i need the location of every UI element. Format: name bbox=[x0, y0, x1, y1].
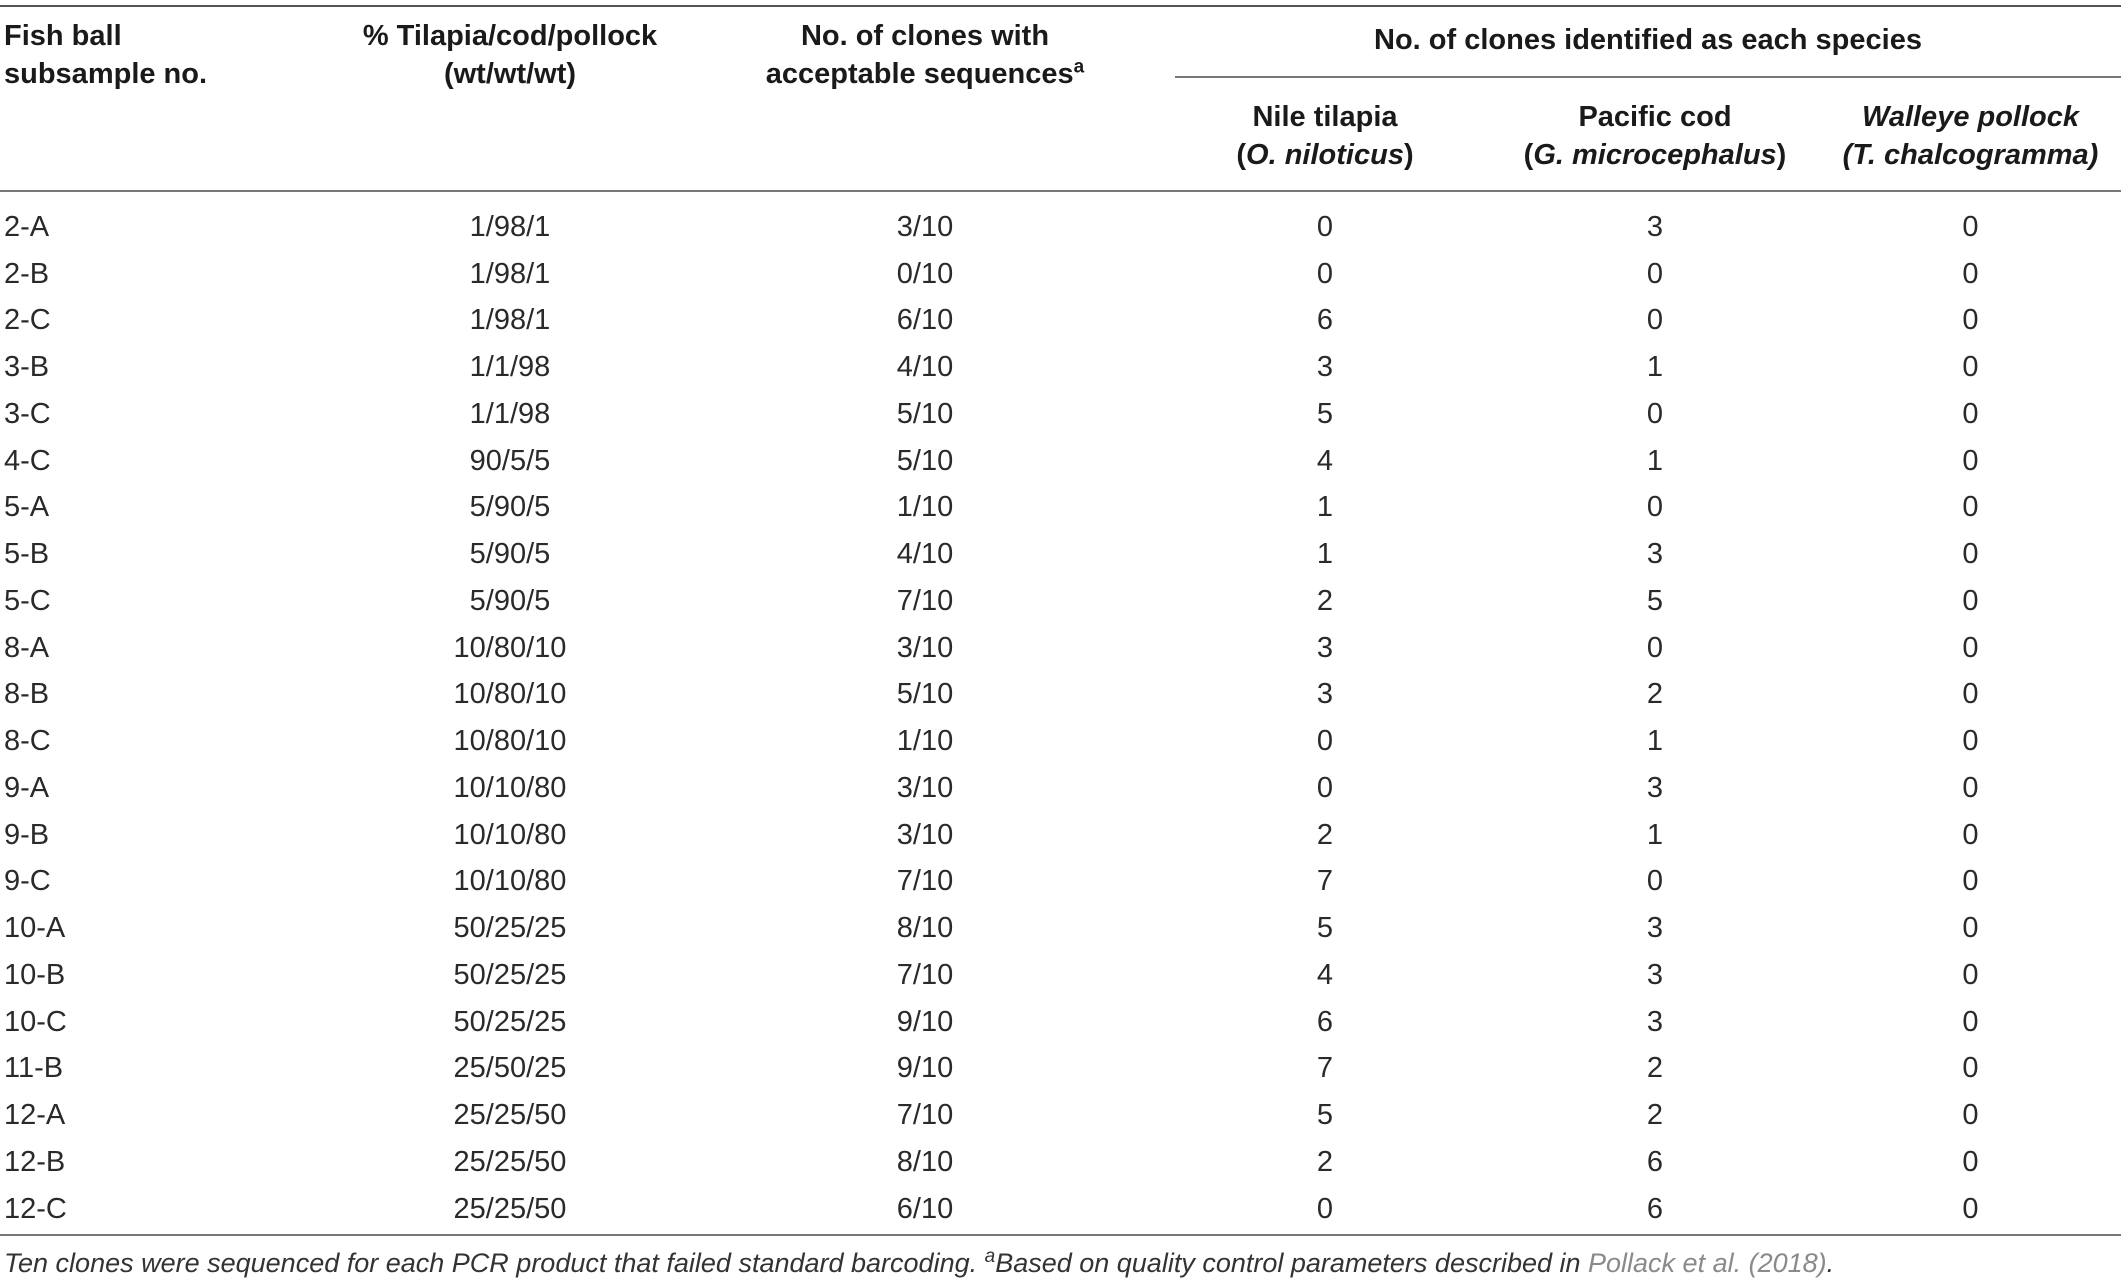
pollock-count-cell: 0 bbox=[1962, 1192, 1979, 1225]
subsample-cell: 8-C bbox=[4, 725, 51, 758]
header-pacific-cod-sci-line bbox=[1490, 136, 1820, 174]
tilapia-count-cell: 3 bbox=[1316, 351, 1334, 384]
clones-cell: 0/10 bbox=[896, 257, 954, 290]
header-clones-line1: No. of clones with bbox=[800, 20, 1050, 52]
header-clones-line2 bbox=[690, 55, 1160, 93]
cod-count-cell: 0 bbox=[1646, 257, 1664, 290]
cod-count-cell: 2 bbox=[1646, 678, 1664, 711]
header-pacific-cod-name: Pacific cod bbox=[1578, 101, 1732, 133]
table-row bbox=[0, 625, 2121, 672]
header-nile-tilapia-open: ( bbox=[1236, 139, 1247, 171]
tilapia-count-cell: 2 bbox=[1316, 584, 1334, 617]
group-underline bbox=[1175, 76, 2121, 78]
table-row bbox=[0, 1139, 2121, 1186]
table-row bbox=[0, 531, 2121, 578]
cod-count-cell: 5 bbox=[1646, 584, 1664, 617]
tilapia-count-cell: 7 bbox=[1316, 1052, 1334, 1085]
cod-count-cell: 3 bbox=[1646, 1005, 1664, 1038]
percent-cell: 1/98/1 bbox=[469, 304, 551, 337]
pollock-count-cell: 0 bbox=[1962, 397, 1979, 430]
pollock-count-cell: 0 bbox=[1962, 958, 1979, 991]
percent-cell: 25/25/50 bbox=[453, 1192, 567, 1225]
tilapia-count-cell: 3 bbox=[1316, 631, 1334, 664]
pollock-count-cell: 0 bbox=[1962, 351, 1979, 384]
tilapia-count-cell: 1 bbox=[1316, 538, 1334, 571]
percent-cell: 5/90/5 bbox=[469, 491, 551, 524]
table-row bbox=[0, 298, 2121, 345]
footnote-text2: Based on quality control parameters described in bbox=[995, 1248, 1589, 1278]
header-clones bbox=[690, 17, 1160, 93]
cod-count-cell: 0 bbox=[1646, 397, 1664, 430]
percent-cell: 1/98/1 bbox=[469, 210, 551, 243]
pollock-count-cell: 0 bbox=[1962, 210, 1979, 243]
subsample-cell: 5-B bbox=[4, 538, 50, 571]
tilapia-count-cell: 1 bbox=[1316, 491, 1334, 524]
percent-cell: 10/80/10 bbox=[453, 725, 567, 758]
percent-cell: 50/25/25 bbox=[453, 958, 567, 991]
cod-count-cell: 3 bbox=[1646, 538, 1664, 571]
percent-cell: 10/10/80 bbox=[453, 771, 567, 804]
subsample-cell: 5-A bbox=[4, 491, 50, 524]
pollock-count-cell: 0 bbox=[1962, 444, 1979, 477]
pollock-count-cell: 0 bbox=[1962, 865, 1979, 898]
percent-cell: 25/50/25 bbox=[453, 1052, 567, 1085]
percent-cell: 25/25/50 bbox=[453, 1145, 567, 1178]
table-footnote bbox=[4, 1248, 1834, 1279]
clones-cell: 3/10 bbox=[896, 631, 954, 664]
subsample-cell: 2-A bbox=[4, 210, 50, 243]
header-nile-tilapia-sci: O. niloticus bbox=[1246, 139, 1404, 171]
percent-cell: 10/80/10 bbox=[453, 631, 567, 664]
cod-count-cell: 0 bbox=[1646, 304, 1664, 337]
tilapia-count-cell: 7 bbox=[1316, 865, 1334, 898]
cod-count-cell: 2 bbox=[1646, 1052, 1664, 1085]
tilapia-count-cell: 0 bbox=[1316, 725, 1334, 758]
table-row bbox=[0, 672, 2121, 719]
header-fish-ball bbox=[4, 17, 207, 93]
clones-cell: 1/10 bbox=[896, 491, 954, 524]
tilapia-count-cell: 0 bbox=[1316, 771, 1334, 804]
tilapia-count-cell: 6 bbox=[1316, 1005, 1334, 1038]
header-percent-line2: (wt/wt/wt) bbox=[443, 58, 577, 90]
cod-count-cell: 6 bbox=[1646, 1192, 1664, 1225]
pollock-count-cell: 0 bbox=[1962, 631, 1979, 664]
footnote-citation-link[interactable]: Pollack et al. (2018) bbox=[1588, 1248, 1827, 1278]
clones-cell: 7/10 bbox=[896, 958, 954, 991]
tilapia-count-cell: 5 bbox=[1316, 912, 1334, 945]
clones-cell: 8/10 bbox=[896, 1145, 954, 1178]
header-percent-line1: % Tilapia/cod/pollock bbox=[362, 20, 658, 52]
tilapia-count-cell: 2 bbox=[1316, 818, 1334, 851]
header-pacific-cod-close: ) bbox=[1776, 139, 1787, 171]
table-row bbox=[0, 391, 2121, 438]
clones-cell: 7/10 bbox=[896, 865, 954, 898]
table-row bbox=[0, 952, 2121, 999]
header-walleye-pollock bbox=[1820, 98, 2121, 174]
percent-cell: 5/90/5 bbox=[469, 584, 551, 617]
pollock-count-cell: 0 bbox=[1962, 538, 1979, 571]
subsample-cell: 5-C bbox=[4, 584, 51, 617]
clones-cell: 7/10 bbox=[896, 1099, 954, 1132]
cod-count-cell: 3 bbox=[1646, 771, 1664, 804]
cod-count-cell: 1 bbox=[1646, 818, 1664, 851]
subsample-cell: 12-C bbox=[4, 1192, 67, 1225]
percent-cell: 90/5/5 bbox=[469, 444, 551, 477]
header-walleye-pollock-name-line bbox=[1820, 98, 2121, 136]
subsample-cell: 9-A bbox=[4, 771, 50, 804]
tilapia-count-cell: 5 bbox=[1316, 1099, 1334, 1132]
table-row bbox=[0, 905, 2121, 952]
tilapia-count-cell: 4 bbox=[1316, 444, 1334, 477]
percent-cell: 10/10/80 bbox=[453, 865, 567, 898]
table-row bbox=[0, 578, 2121, 625]
table-row bbox=[0, 344, 2121, 391]
table-row bbox=[0, 765, 2121, 812]
table-row bbox=[0, 1186, 2121, 1233]
header-clones-line2-text: acceptable sequences bbox=[765, 58, 1074, 90]
subsample-cell: 3-C bbox=[4, 397, 51, 430]
pollock-count-cell: 0 bbox=[1962, 491, 1979, 524]
percent-cell: 1/1/98 bbox=[469, 351, 551, 384]
header-fish-ball-line1: Fish ball bbox=[4, 20, 122, 52]
footnote-text1: Ten clones were sequenced for each PCR product that failed standard barcoding. bbox=[4, 1248, 985, 1278]
header-group: No. of clones identified as each species bbox=[1374, 24, 1922, 56]
table-row bbox=[0, 999, 2121, 1046]
cod-count-cell: 2 bbox=[1646, 1099, 1664, 1132]
tilapia-count-cell: 3 bbox=[1316, 678, 1334, 711]
footnote-end: . bbox=[1826, 1248, 1835, 1278]
table-row bbox=[0, 438, 2121, 485]
subsample-cell: 9-B bbox=[4, 818, 50, 851]
pollock-count-cell: 0 bbox=[1962, 1005, 1979, 1038]
cod-count-cell: 3 bbox=[1646, 210, 1664, 243]
tilapia-count-cell: 0 bbox=[1316, 1192, 1334, 1225]
header-pacific-cod-open: ( bbox=[1523, 139, 1534, 171]
header-fish-ball-line2: subsample no. bbox=[4, 58, 208, 90]
tilapia-count-cell: 0 bbox=[1316, 210, 1334, 243]
cod-count-cell: 1 bbox=[1646, 351, 1664, 384]
subsample-cell: 2-C bbox=[4, 304, 51, 337]
pollock-count-cell: 0 bbox=[1962, 912, 1979, 945]
percent-cell: 1/98/1 bbox=[469, 257, 551, 290]
clones-cell: 3/10 bbox=[896, 771, 954, 804]
header-nile-tilapia bbox=[1160, 98, 1490, 174]
percent-cell: 50/25/25 bbox=[453, 912, 567, 945]
table-top-rule bbox=[0, 5, 2121, 7]
table-row bbox=[0, 812, 2121, 859]
subsample-cell: 11-B bbox=[4, 1052, 64, 1085]
cod-count-cell: 1 bbox=[1646, 725, 1664, 758]
header-walleye-pollock-sci-line bbox=[1820, 136, 2121, 174]
header-walleye-pollock-sci: (T. chalcogramma) bbox=[1842, 139, 2099, 171]
percent-cell: 50/25/25 bbox=[453, 1005, 567, 1038]
pollock-count-cell: 0 bbox=[1962, 304, 1979, 337]
clones-cell: 5/10 bbox=[896, 397, 954, 430]
table-body bbox=[0, 204, 2121, 1233]
clones-cell: 9/10 bbox=[896, 1005, 954, 1038]
pollock-count-cell: 0 bbox=[1962, 1052, 1979, 1085]
clones-cell: 4/10 bbox=[896, 538, 954, 571]
footnote-sup: a bbox=[984, 1246, 996, 1267]
tilapia-count-cell: 4 bbox=[1316, 958, 1334, 991]
header-percent bbox=[330, 17, 690, 93]
header-bottom-rule bbox=[0, 190, 2121, 192]
percent-cell: 5/90/5 bbox=[469, 538, 551, 571]
pollock-count-cell: 0 bbox=[1962, 678, 1979, 711]
subsample-cell: 8-B bbox=[4, 678, 50, 711]
cod-count-cell: 0 bbox=[1646, 865, 1664, 898]
cod-count-cell: 1 bbox=[1646, 444, 1664, 477]
table-row bbox=[0, 204, 2121, 251]
table-row bbox=[0, 251, 2121, 298]
cod-count-cell: 0 bbox=[1646, 491, 1664, 524]
clones-cell: 6/10 bbox=[896, 1192, 954, 1225]
subsample-cell: 10-B bbox=[4, 958, 66, 991]
header-clones-sup: a bbox=[1073, 56, 1085, 78]
header-walleye-pollock-name: Walleye pollock bbox=[1861, 101, 2080, 133]
table-row bbox=[0, 1092, 2121, 1139]
cod-count-cell: 3 bbox=[1646, 958, 1664, 991]
subsample-cell: 10-C bbox=[4, 1005, 67, 1038]
subsample-cell: 10-A bbox=[4, 912, 66, 945]
pollock-count-cell: 0 bbox=[1962, 1145, 1979, 1178]
clones-cell: 5/10 bbox=[896, 444, 954, 477]
table-bottom-rule bbox=[0, 1234, 2121, 1236]
clones-cell: 7/10 bbox=[896, 584, 954, 617]
clones-cell: 5/10 bbox=[896, 678, 954, 711]
percent-cell: 1/1/98 bbox=[469, 397, 551, 430]
pollock-count-cell: 0 bbox=[1962, 771, 1979, 804]
table-row bbox=[0, 1046, 2121, 1093]
subsample-cell: 12-B bbox=[4, 1145, 66, 1178]
pollock-count-cell: 0 bbox=[1962, 725, 1979, 758]
subsample-cell: 2-B bbox=[4, 257, 50, 290]
clones-cell: 4/10 bbox=[896, 351, 954, 384]
table-row bbox=[0, 485, 2121, 532]
tilapia-count-cell: 2 bbox=[1316, 1145, 1334, 1178]
subsample-cell: 8-A bbox=[4, 631, 50, 664]
cod-count-cell: 3 bbox=[1646, 912, 1664, 945]
table-row bbox=[0, 859, 2121, 906]
pollock-count-cell: 0 bbox=[1962, 584, 1979, 617]
header-pacific-cod bbox=[1490, 98, 1820, 174]
tilapia-count-cell: 5 bbox=[1316, 397, 1334, 430]
percent-cell: 10/80/10 bbox=[453, 678, 567, 711]
subsample-cell: 3-B bbox=[4, 351, 50, 384]
header-nile-tilapia-name: Nile tilapia bbox=[1252, 101, 1398, 133]
header-nile-tilapia-sci-line bbox=[1160, 136, 1490, 174]
percent-cell: 10/10/80 bbox=[453, 818, 567, 851]
header-nile-tilapia-close: ) bbox=[1403, 139, 1414, 171]
table-row bbox=[0, 718, 2121, 765]
pollock-count-cell: 0 bbox=[1962, 1099, 1979, 1132]
pollock-count-cell: 0 bbox=[1962, 257, 1979, 290]
pollock-count-cell: 0 bbox=[1962, 818, 1979, 851]
cod-count-cell: 6 bbox=[1646, 1145, 1664, 1178]
clones-cell: 3/10 bbox=[896, 818, 954, 851]
tilapia-count-cell: 6 bbox=[1316, 304, 1334, 337]
clones-cell: 9/10 bbox=[896, 1052, 954, 1085]
clones-cell: 3/10 bbox=[896, 210, 954, 243]
header-pacific-cod-sci: G. microcephalus bbox=[1533, 139, 1777, 171]
percent-cell: 25/25/50 bbox=[453, 1099, 567, 1132]
cod-count-cell: 0 bbox=[1646, 631, 1664, 664]
subsample-cell: 9-C bbox=[4, 865, 51, 898]
subsample-cell: 12-A bbox=[4, 1099, 66, 1132]
subsample-cell: 4-C bbox=[4, 444, 51, 477]
tilapia-count-cell: 0 bbox=[1316, 257, 1334, 290]
clones-cell: 8/10 bbox=[896, 912, 954, 945]
clones-cell: 1/10 bbox=[896, 725, 954, 758]
clones-cell: 6/10 bbox=[896, 304, 954, 337]
